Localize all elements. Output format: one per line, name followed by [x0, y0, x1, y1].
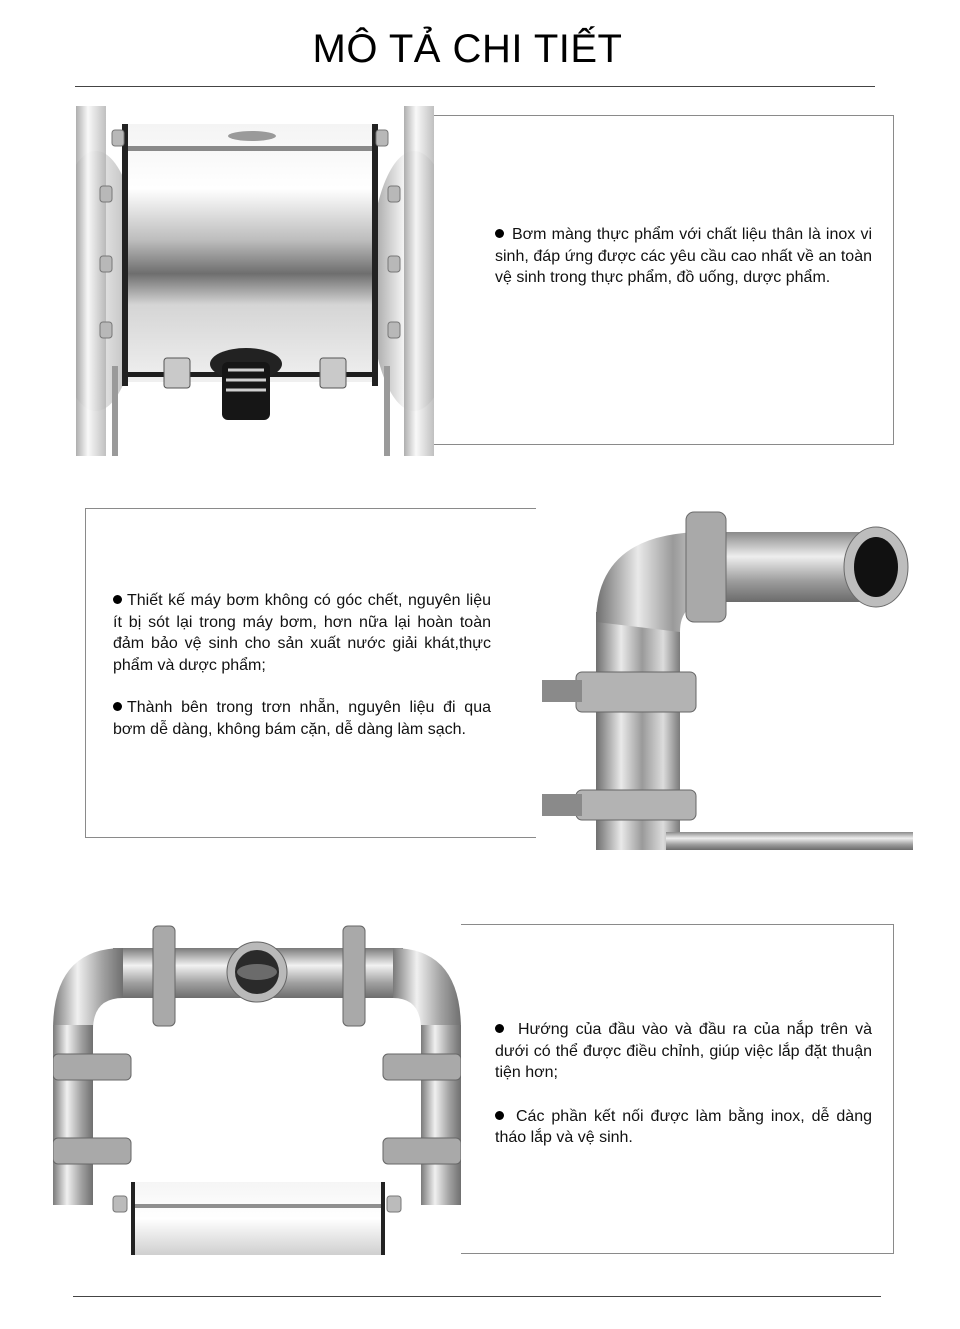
section-3-outlet-pipe-image: [53, 920, 461, 1255]
section-1-paragraph-1: Bơm màng thực phẩm với chất liệu thân là inox vi sinh, đáp ứng được các yêu cầu cao nhất về an toàn vệ sinh trong thực phẩm, đồ uống, dược phẩm.: [495, 226, 872, 287]
bullet-icon: [495, 229, 504, 238]
bullet-icon: [113, 702, 122, 711]
bullet-icon: [495, 1024, 504, 1033]
section-2-elbow-pipe-image: [536, 492, 913, 850]
section-1-pump-body-image: [76, 106, 434, 456]
bullet-icon: [495, 1111, 504, 1120]
section-3-paragraph-2: Các phần kết nối được làm bằng inox, dễ dàng tháo lắp và vệ sinh.: [495, 1107, 872, 1147]
section-2-text: [113, 590, 491, 762]
section-3-text: [495, 1019, 872, 1170]
page-title: MÔ TẢ CHI TIẾT: [312, 27, 623, 71]
title-divider: [75, 86, 875, 87]
section-2-paragraph-1: Thiết kế máy bơm không có góc chết, nguyên liệu ít bị sót lại trong máy bơm, hơn nữa lại hoàn toàn đảm bảo vệ sinh cho sản xuất nước giải khát,thực phẩm và dược phẩm;: [113, 592, 491, 674]
footer-divider: [73, 1296, 881, 1297]
section-2-paragraph-2: Thành bên trong trơn nhẵn, nguyên liệu đi qua bơm dễ dàng, không bám cặn, dễ dàng làm sạch.: [113, 699, 491, 738]
section-3-paragraph-1: Hướng của đầu vào và đầu ra của nắp trên và dưới có thể được điều chỉnh, giúp việc lắp đặt thuận tiện hơn;: [495, 1021, 872, 1082]
bullet-icon: [113, 595, 122, 604]
section-1-text: [495, 224, 872, 310]
